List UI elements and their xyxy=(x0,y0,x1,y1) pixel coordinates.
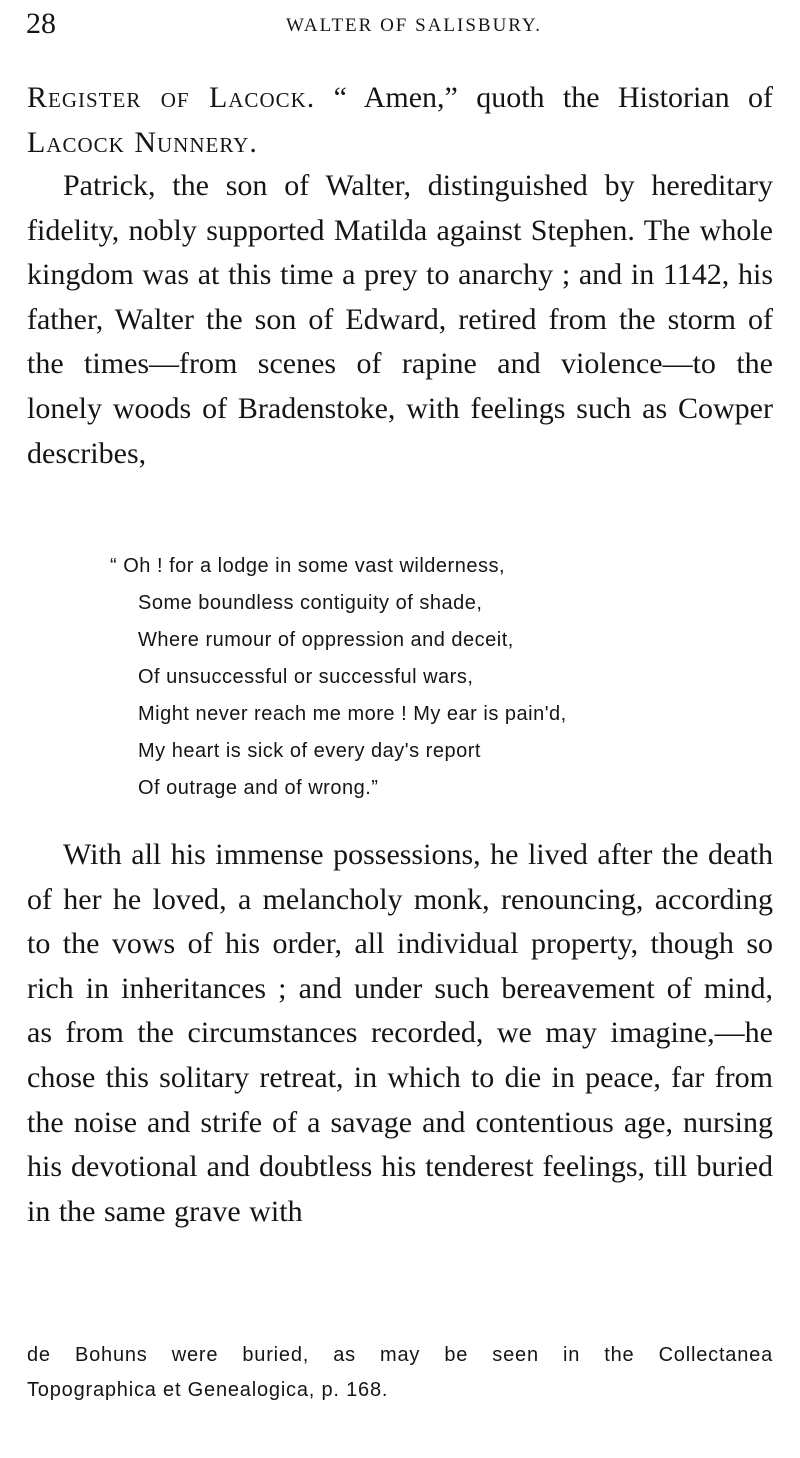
footnote-line: de Bohuns were buried, as may be seen in the Collectanea xyxy=(27,1344,773,1366)
paragraph-register-of-lacock xyxy=(27,76,773,165)
lacock-nunnery-ref: Lacock Nunnery. xyxy=(27,125,258,159)
register-of-lacock-ref: Register of Lacock. xyxy=(27,81,316,114)
quote-line: Might never reach me more ! My ear is pain'd, xyxy=(138,703,567,725)
paragraph-immense-possessions: With all his immense possessions, he lived after the death of her he loved, a melancholy monk, renouncing, according to the vows of his order, all individual property, though so rich in inheritances ; and under such bereavement of mind, as from the circumstances recorded, we may imagine,—he chose this solitary retreat, in which to die in peace, far from the noise and strife of a savage and contentious age, nursing his devotional and doubtless his tenderest feelings, till buried in the same grave with xyxy=(27,838,773,1228)
amen-quote-text: “ Amen,” quoth the Historian of xyxy=(315,81,773,114)
page-header xyxy=(26,4,772,44)
page-number: 28 xyxy=(26,7,56,40)
quote-line: My heart is sick of every day's report xyxy=(138,740,481,762)
quote-line: Where rumour of oppression and deceit, xyxy=(138,629,514,651)
quote-line: “ Oh ! for a lodge in some vast wilderness, xyxy=(110,555,505,577)
quote-line: Of outrage and of wrong.” xyxy=(138,777,379,799)
running-title: WALTER OF SALISBURY. xyxy=(286,15,542,36)
footnote-line: Topographica et Genealogica, p. 168. xyxy=(27,1379,389,1401)
quote-line: Of unsuccessful or successful wars, xyxy=(138,666,474,688)
cowper-quotation xyxy=(110,548,760,807)
paragraph-patrick: Patrick, the son of Walter, distinguished by hereditary fidelity, nobly supported Matilda against Stephen. The whole kingdom was at this time a prey to anarchy ; and in 1142, his father, Walter the son of Edward, retired from the storm of the times—from scenes of rapine and violence—to the lonely woods of Bradenstoke, with feelings such as Cowper describes, xyxy=(27,169,773,470)
footnote xyxy=(27,1338,773,1408)
quote-line: Some boundless contiguity of shade, xyxy=(138,592,483,614)
